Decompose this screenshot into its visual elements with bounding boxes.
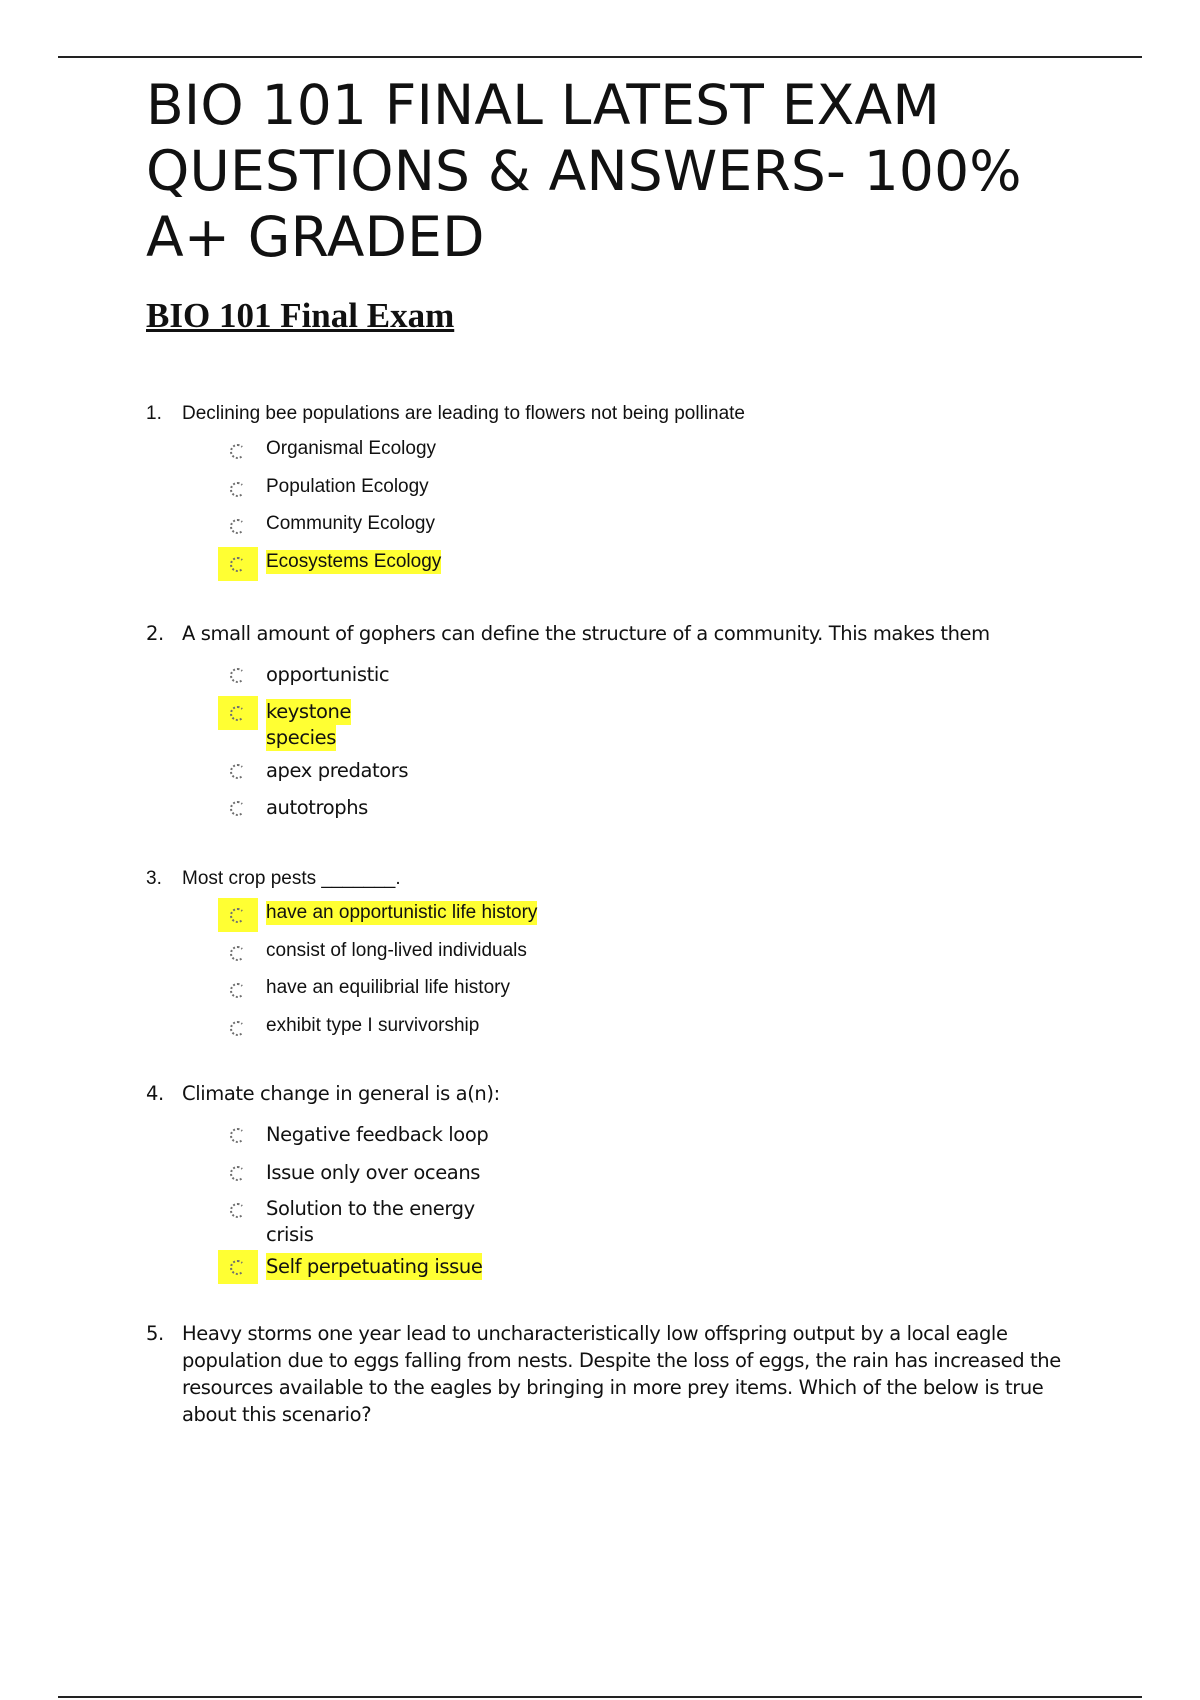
question-5	[146, 1320, 1086, 1428]
question-text: Declining bee populations are leading to flowers not being pollinate	[182, 403, 745, 424]
question-text: Heavy storms one year lead to uncharacteristically low offspring output by a local eagle population due to eggs falling from nests. Despite the loss of eggs, the rain has increased the resources available to the eagles by bringing in more prey items. Which of the below is true about this scenario?	[182, 1322, 1061, 1426]
option-label: consist of long-lived individuals	[266, 940, 527, 961]
option-label: Issue only over oceans	[266, 1161, 481, 1184]
radio-icon[interactable]	[230, 557, 245, 572]
option-label: opportunistic	[266, 663, 390, 686]
option-label: Self perpetuating issue	[266, 1255, 483, 1278]
question-3	[146, 867, 1086, 891]
answer-highlight	[218, 1250, 258, 1284]
answer-highlight	[218, 696, 258, 730]
bottom-rule	[58, 1696, 1142, 1698]
option-label: Community Ecology	[266, 513, 435, 534]
radio-icon[interactable]	[230, 668, 245, 683]
option-label	[266, 1196, 475, 1248]
radio-icon[interactable]	[230, 983, 245, 998]
radio-icon[interactable]	[230, 801, 245, 816]
document-subtitle: BIO 101 Final Exam	[146, 296, 455, 335]
option-label: Population Ecology	[266, 476, 429, 497]
document-title: BIO 101 FINAL LATEST EXAM QUESTIONS & ANSWERS- 100% A+ GRADED	[146, 73, 1022, 269]
question-number: 5.	[146, 1322, 164, 1345]
answer-highlight	[218, 547, 258, 581]
radio-icon[interactable]	[230, 444, 245, 459]
question-1	[146, 402, 1086, 426]
radio-icon[interactable]	[230, 482, 245, 497]
question-2	[146, 620, 1086, 647]
question-text: Climate change in general is a(n):	[182, 1082, 500, 1105]
option-label: Negative feedback loop	[266, 1123, 489, 1146]
radio-icon[interactable]	[230, 764, 245, 779]
question-number: 3.	[146, 868, 162, 889]
option-label	[266, 699, 351, 751]
question-number: 1.	[146, 403, 162, 424]
radio-icon[interactable]	[230, 1021, 245, 1036]
option-label-line-2: crisis	[266, 1223, 314, 1246]
option-label: Ecosystems Ecology	[266, 551, 442, 572]
option-label: have an equilibrial life history	[266, 977, 510, 998]
option-label: exhibit type I survivorship	[266, 1015, 480, 1036]
question-number: 4.	[146, 1082, 164, 1105]
option-label: have an opportunistic life history	[266, 902, 538, 923]
option-label: apex predators	[266, 759, 409, 782]
radio-icon[interactable]	[230, 946, 245, 961]
question-text: Most crop pests _______.	[182, 868, 401, 889]
radio-icon[interactable]	[230, 1203, 245, 1218]
question-number: 2.	[146, 622, 164, 645]
question-text: A small amount of gophers can define the structure of a community. This makes them	[182, 622, 990, 645]
option-label: autotrophs	[266, 796, 368, 819]
answer-highlight	[218, 898, 258, 932]
question-4	[146, 1080, 1086, 1107]
radio-icon[interactable]	[230, 1260, 245, 1275]
option-label: Organismal Ecology	[266, 438, 437, 459]
radio-icon[interactable]	[230, 1128, 245, 1143]
radio-icon[interactable]	[230, 908, 245, 923]
option-label-line-2: species	[266, 726, 337, 749]
option-label-line-1: Solution to the energy	[266, 1197, 475, 1220]
radio-icon[interactable]	[230, 519, 245, 534]
question-list	[146, 0, 1086, 1700]
radio-icon[interactable]	[230, 706, 245, 721]
radio-icon[interactable]	[230, 1166, 245, 1181]
option-label-line-1: keystone	[266, 700, 352, 723]
